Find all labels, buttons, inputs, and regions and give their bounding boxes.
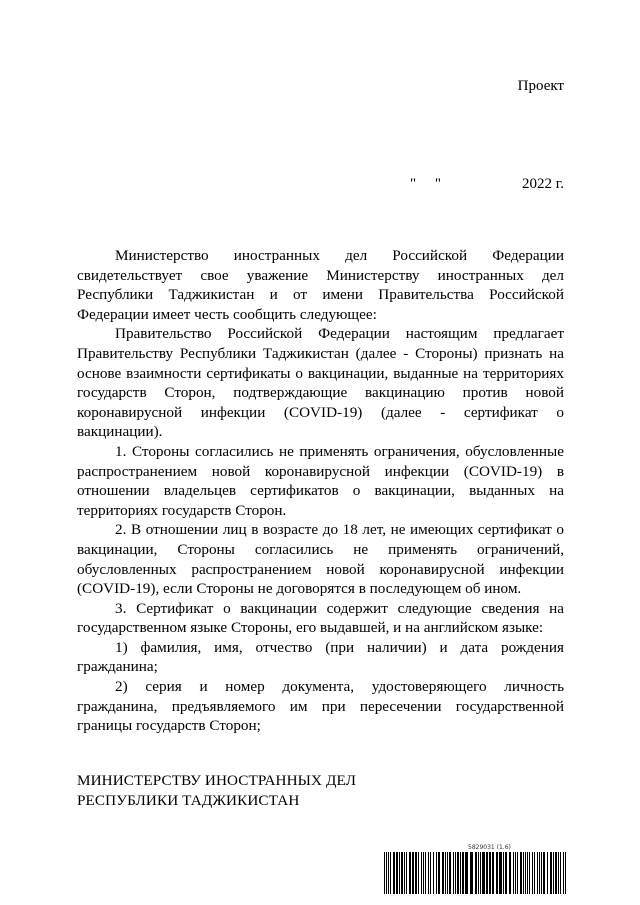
addressee-line-2: РЕСПУБЛИКИ ТАДЖИКИСТАН (77, 792, 300, 809)
paragraph-clause-1: 1. Стороны согласились не применять ограничения, обусловленные распространением новой коронавирусной инфекции (COVID-19) в отношении владельцев сертификатов о вакцинации, выданных на территориях государств Сторон. (77, 442, 564, 519)
barcode (384, 844, 568, 894)
paragraph-clause-2: 2. В отношении лиц в возрасте до 18 лет, не имеющих сертификат о вакцинации, Стороны согласились не применять ограничений, обусловленных распространением новой коронавирусной инфекции (COVID-19), если Стороны не договорятся в последующем об ином. (77, 521, 564, 598)
paragraph-clause-3: 3. Сертификат о вакцинации содержит следующие сведения на государственном языке Стороны, его выдавшей, и на английском языке: (77, 599, 564, 637)
date-quotes: " " (410, 176, 441, 192)
addressee-block (77, 771, 356, 811)
date-year: 2022 г. (522, 176, 564, 192)
paragraph-proposal: Правительство Российской Федерации настоящим предлагает Правительству Республики Таджикистан (далее - Стороны) признать на основе взаимности сертификаты о вакцинации, выданные на территориях государств Сторон, подтверждающие вакцинацию против новой коронавирусной инфекции (COVID-19) (далее - сертификат о вакцинации). (77, 325, 564, 441)
paragraph-item-2: 2) серия и номер документа, удостоверяющего личность гражданина, предъявляемого им при пересечении государственной границы государств Сторон; (77, 678, 564, 735)
addressee-line-1: МИНИСТЕРСТВУ ИНОСТРАННЫХ ДЕЛ (77, 772, 357, 789)
paragraph-intro: Министерство иностранных дел Российской Федерации свидетельствует свое уважение Министерству иностранных дел Республики Таджикистан и от имени Правительства Российской Федерации имеет честь сообщить следующее: (77, 247, 564, 323)
draft-label: Проект (517, 78, 564, 94)
note-body (77, 246, 564, 736)
date-line (410, 176, 564, 193)
paragraph-item-1: 1) фамилия, имя, отчество (при наличии) и дата рождения гражданина; (77, 638, 564, 676)
barcode-bars (384, 852, 568, 894)
barcode-number: 5829031 (1.6) (468, 844, 511, 851)
